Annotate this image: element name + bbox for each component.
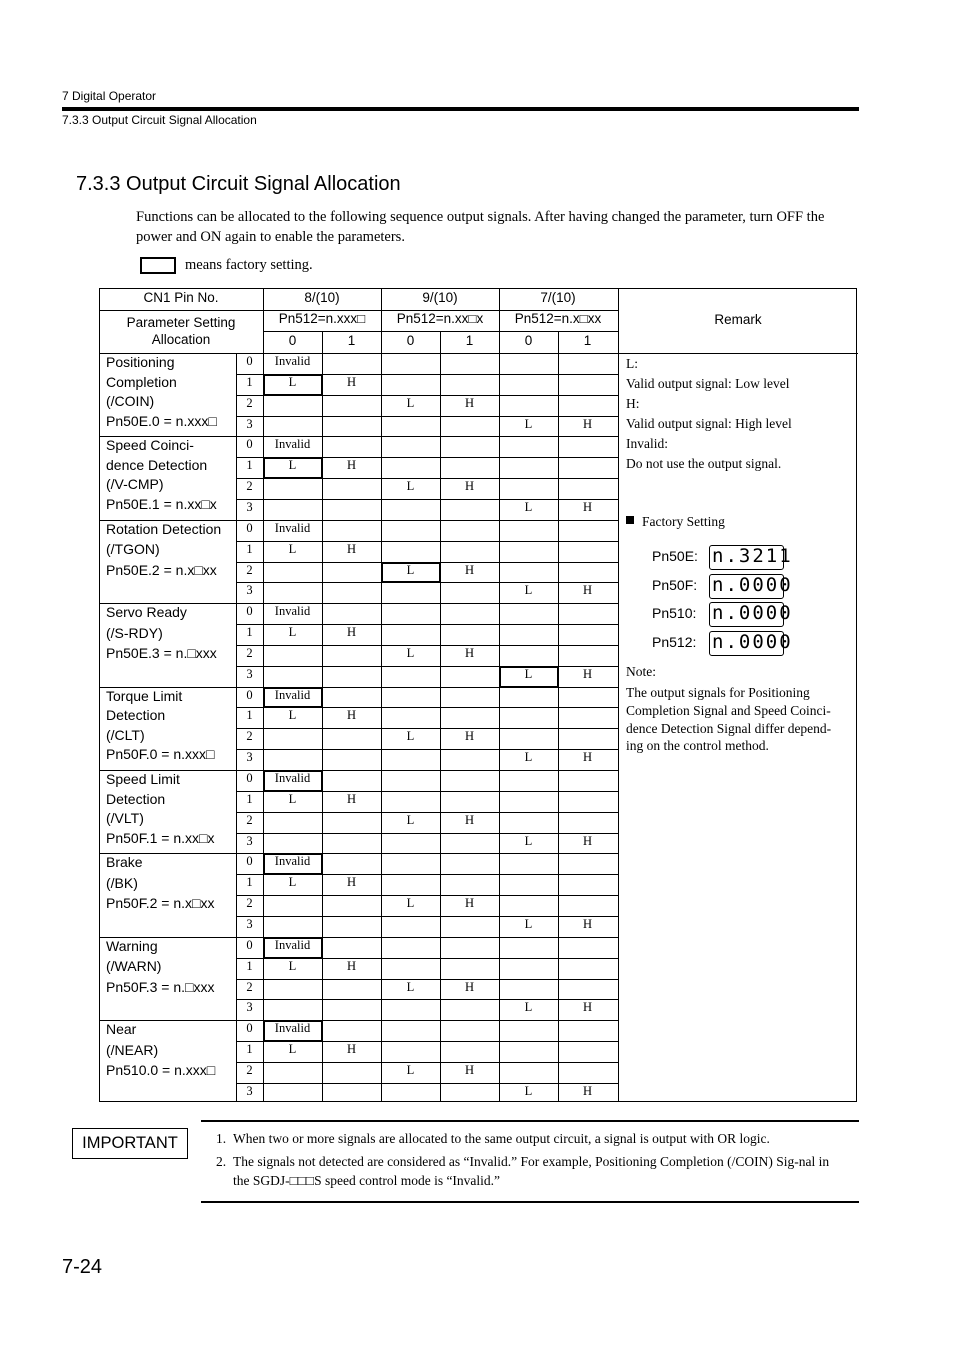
group-rule bbox=[99, 937, 618, 938]
setting-index: 1 bbox=[246, 875, 253, 890]
cell-value: L bbox=[406, 729, 415, 744]
cell-value: H bbox=[346, 708, 357, 723]
note-title: Note: bbox=[626, 664, 656, 679]
cell-value: L bbox=[524, 666, 533, 681]
signal-name-line: Detection bbox=[106, 707, 166, 724]
cell-value: L bbox=[288, 541, 297, 556]
important-bottom-rule bbox=[201, 1201, 859, 1203]
setting-index: 1 bbox=[246, 625, 253, 640]
cell-value: H bbox=[582, 583, 593, 598]
setting-index: 0 bbox=[246, 354, 253, 368]
cell-value: H bbox=[582, 666, 593, 681]
header-bottom-rule bbox=[99, 353, 858, 354]
setting-index: 1 bbox=[246, 1042, 253, 1057]
cell-value: Invalid bbox=[274, 771, 311, 785]
cell-value: H bbox=[464, 812, 475, 827]
cell-value: H bbox=[346, 958, 357, 973]
remark-divider bbox=[618, 288, 619, 1102]
cell-value: L bbox=[524, 1000, 533, 1015]
setting-index: 2 bbox=[246, 812, 253, 827]
setting-index: 3 bbox=[246, 583, 253, 598]
cell-value: H bbox=[346, 625, 357, 640]
setting-index: 2 bbox=[246, 729, 253, 744]
signal-name-line: Pn50E.3 = n.□xxx bbox=[106, 645, 217, 662]
cell-value: L bbox=[406, 896, 415, 911]
signal-name-line: (/CLT) bbox=[106, 726, 145, 743]
cell-value: H bbox=[582, 1083, 593, 1098]
signal-name-line: Rotation Detection bbox=[106, 520, 222, 537]
setting-index: 1 bbox=[246, 708, 253, 723]
bit-value: 0 bbox=[406, 333, 415, 348]
running-header-chapter: 7 Digital Operator bbox=[62, 89, 157, 103]
signal-name-line: Speed Limit bbox=[106, 771, 180, 787]
note-line: Completion Signal and Speed Coinci- bbox=[626, 702, 831, 718]
cell-value: H bbox=[464, 1062, 475, 1077]
setting-index: 0 bbox=[246, 1021, 253, 1036]
signal-name-line: Near bbox=[106, 1021, 137, 1038]
factory-setting-title: Factory Setting bbox=[642, 514, 725, 529]
cell-value: L bbox=[524, 916, 533, 931]
cell-value: L bbox=[288, 708, 297, 723]
signal-name-line: Detection bbox=[106, 790, 166, 807]
remark-line: Valid output signal: Low level bbox=[626, 376, 790, 391]
group-rule bbox=[99, 1020, 618, 1021]
note-text: When two or more signals are allocated to the same output circuit, a signal is output with OR logic. bbox=[233, 1131, 770, 1146]
signal-name-line: Brake bbox=[106, 854, 143, 871]
signal-name-line: (/V-CMP) bbox=[106, 476, 164, 493]
factory-setting-highlight bbox=[263, 687, 323, 709]
setting-index: 2 bbox=[246, 896, 253, 911]
cell-value: H bbox=[582, 833, 593, 848]
setting-index: 0 bbox=[246, 937, 253, 952]
cell-value: H bbox=[346, 875, 357, 890]
header-rule bbox=[62, 107, 859, 111]
column-divider bbox=[558, 331, 559, 1102]
group-rule bbox=[99, 853, 618, 854]
signal-name-line: (/NEAR) bbox=[106, 1041, 159, 1058]
setting-index: 2 bbox=[246, 562, 253, 577]
signal-name-line: Pn50E.1 = n.xx□x bbox=[106, 495, 217, 512]
factory-setting-highlight bbox=[499, 666, 559, 688]
cell-value: L bbox=[288, 791, 297, 806]
factory-setting-highlight bbox=[263, 937, 323, 959]
cell-value: Invalid bbox=[274, 854, 311, 869]
cell-value: H bbox=[346, 458, 357, 473]
signal-name-line: Torque Limit bbox=[106, 687, 183, 704]
setting-index: 0 bbox=[246, 520, 253, 535]
seven-segment-display: n.0000 bbox=[709, 574, 784, 599]
cell-value: Invalid bbox=[274, 937, 311, 952]
signal-name-line: Pn510.0 = n.xxx□ bbox=[106, 1062, 216, 1079]
running-header-section: 7.3.3 Output Circuit Signal Allocation bbox=[62, 113, 257, 127]
signal-name-line: Warning bbox=[106, 937, 158, 954]
setting-index: 1 bbox=[246, 458, 253, 473]
note-line: ing on the control method. bbox=[626, 738, 769, 754]
section-title: 7.3.3 Output Circuit Signal Allocation bbox=[76, 173, 401, 195]
note-number: 2. bbox=[216, 1154, 227, 1169]
note-number: 1. bbox=[216, 1131, 227, 1146]
pin-header: CN1 Pin No. bbox=[143, 290, 219, 305]
cell-value: L bbox=[406, 812, 415, 827]
bit-value: 1 bbox=[583, 333, 592, 348]
factory-bullet-icon bbox=[626, 516, 634, 524]
signal-name-line: Speed Coinci- bbox=[106, 437, 194, 454]
factory-setting-legend bbox=[140, 257, 313, 274]
factory-param-name: Pn50E: bbox=[652, 548, 698, 564]
bit-value: 1 bbox=[347, 333, 356, 348]
cell-value: Invalid bbox=[274, 437, 311, 452]
cell-value: L bbox=[524, 1083, 533, 1098]
cell-value: L bbox=[524, 583, 533, 598]
setting-index: 1 bbox=[246, 374, 253, 389]
cell-value: L bbox=[406, 645, 415, 660]
bit-value: 0 bbox=[288, 333, 297, 348]
pn512-setting: Pn512=n.xxx□ bbox=[278, 311, 366, 326]
signal-name-line: Servo Ready bbox=[106, 604, 187, 621]
cell-value: H bbox=[582, 416, 593, 431]
seven-segment-display: n.0000 bbox=[709, 631, 784, 656]
signal-name-line: Pn50E.0 = n.xxx□ bbox=[106, 412, 217, 429]
setting-index: 3 bbox=[246, 916, 253, 931]
cell-value: L bbox=[406, 562, 415, 577]
cell-value: L bbox=[288, 625, 297, 640]
cell-value: Invalid bbox=[274, 604, 311, 619]
cell-value: Invalid bbox=[274, 520, 311, 535]
important-top-rule bbox=[201, 1120, 859, 1122]
pn512-setting: Pn512=n.xx□x bbox=[396, 311, 484, 326]
note-line: The output signals for Positioning bbox=[626, 685, 810, 700]
signal-name-line: Pn50F.3 = n.□xxx bbox=[106, 978, 215, 995]
factory-param-name: Pn510: bbox=[652, 605, 697, 621]
cell-value: H bbox=[346, 374, 357, 389]
signal-name-line: Positioning bbox=[106, 354, 175, 370]
factory-param-name: Pn50F: bbox=[652, 576, 698, 593]
pin-number: 9/(10) bbox=[422, 290, 458, 305]
intro-paragraph: Functions can be allocated to the following sequence output signals. After having changed the parameter, turn OFF the power and ON again to enable the parameters. bbox=[136, 209, 825, 245]
cell-value: H bbox=[346, 541, 357, 556]
pn512-setting: Pn512=n.x□xx bbox=[514, 311, 602, 326]
setting-index: 0 bbox=[246, 771, 253, 785]
signal-name-line: Pn50F.1 = n.xx□x bbox=[106, 829, 215, 846]
setting-index: 3 bbox=[246, 416, 253, 431]
cell-value: H bbox=[464, 729, 475, 744]
cell-value: H bbox=[464, 395, 475, 410]
cell-value: L bbox=[524, 499, 533, 514]
factory-setting-highlight bbox=[263, 770, 323, 792]
factory-param-name: Pn512: bbox=[652, 633, 697, 650]
signal-name-line: (/TGON) bbox=[106, 541, 160, 558]
signal-name-line: Pn50F.0 = n.xxx□ bbox=[106, 746, 215, 763]
cell-value: L bbox=[524, 833, 533, 848]
setting-index: 2 bbox=[246, 395, 253, 410]
signal-name-line: (/COIN) bbox=[106, 393, 155, 409]
cell-value: L bbox=[406, 395, 415, 410]
setting-index: 0 bbox=[246, 687, 253, 702]
signal-name-line: (/BK) bbox=[106, 874, 138, 891]
cell-value: L bbox=[406, 1062, 415, 1077]
cell-value: H bbox=[582, 916, 593, 931]
signal-name-line: Completion bbox=[106, 373, 177, 390]
cell-value: H bbox=[464, 896, 475, 911]
important-label: IMPORTANT bbox=[72, 1128, 188, 1159]
signal-name-line: (/S-RDY) bbox=[106, 624, 163, 641]
factory-setting-highlight bbox=[263, 853, 323, 875]
factory-setting-box-icon bbox=[140, 257, 176, 274]
header-rule bbox=[263, 331, 618, 332]
cell-value: H bbox=[346, 791, 357, 806]
param-header: Parameter Setting Allocation bbox=[126, 315, 236, 347]
cell-value: Invalid bbox=[274, 687, 311, 702]
cell-value: H bbox=[582, 499, 593, 514]
factory-setting-highlight bbox=[263, 374, 323, 396]
setting-index: 3 bbox=[246, 1083, 253, 1098]
setting-index: 3 bbox=[246, 833, 253, 848]
cell-value: H bbox=[464, 479, 475, 494]
setting-index: 1 bbox=[246, 541, 253, 556]
legend-text: means factory setting. bbox=[185, 257, 313, 273]
signal-name-line: (/WARN) bbox=[106, 958, 162, 975]
remark-line: Valid output signal: High level bbox=[626, 416, 792, 431]
setting-index: 3 bbox=[246, 499, 253, 514]
cell-value: H bbox=[464, 562, 475, 577]
cell-value: L bbox=[524, 416, 533, 431]
setting-index: 1 bbox=[246, 791, 253, 806]
signal-name-line: dence Detection bbox=[106, 456, 208, 473]
setting-index: 3 bbox=[246, 1000, 253, 1015]
signal-name-line: Pn50F.2 = n.x□xx bbox=[106, 895, 215, 912]
page-number: 7-24 bbox=[62, 1256, 103, 1278]
setting-index: 1 bbox=[246, 958, 253, 973]
factory-setting-highlight bbox=[263, 1020, 323, 1042]
factory-setting-highlight bbox=[263, 457, 323, 479]
cell-value: H bbox=[464, 979, 475, 994]
seven-segment-display: n.0000 bbox=[709, 602, 784, 627]
remark-line: Do not use the output signal. bbox=[626, 456, 782, 471]
cell-value: L bbox=[406, 479, 415, 494]
bit-value: 1 bbox=[465, 333, 474, 348]
cell-value: H bbox=[464, 645, 475, 660]
seven-segment-display: n.3211 bbox=[709, 545, 784, 570]
cell-value: L bbox=[288, 875, 297, 890]
remark-line: Invalid: bbox=[626, 436, 668, 451]
setting-index: 3 bbox=[246, 750, 253, 765]
bit-value: 0 bbox=[524, 333, 533, 348]
remark-line: L: bbox=[626, 356, 638, 371]
cell-value: Invalid bbox=[274, 354, 311, 368]
signal-name-line: Pn50E.2 = n.x□xx bbox=[106, 561, 217, 578]
remark-header: Remark bbox=[714, 312, 762, 327]
remark-line: H: bbox=[626, 396, 640, 411]
cell-value: L bbox=[288, 958, 297, 973]
cell-value: H bbox=[582, 1000, 593, 1015]
setting-index: 3 bbox=[246, 666, 253, 681]
factory-setting-highlight bbox=[381, 562, 441, 584]
setting-index: 2 bbox=[246, 979, 253, 994]
setting-index: 0 bbox=[246, 604, 253, 619]
setting-index: 0 bbox=[246, 854, 253, 869]
pin-number: 8/(10) bbox=[304, 290, 340, 305]
signal-name-line: (/VLT) bbox=[106, 810, 144, 826]
cell-value: L bbox=[524, 750, 533, 765]
important-note-2 bbox=[216, 1152, 841, 1190]
cell-value: L bbox=[288, 458, 297, 473]
cell-value: L bbox=[288, 374, 297, 389]
setting-index: 2 bbox=[246, 479, 253, 494]
cell-value: Invalid bbox=[274, 1021, 311, 1036]
setting-index: 2 bbox=[246, 645, 253, 660]
setting-index: 0 bbox=[246, 437, 253, 452]
important-note-1 bbox=[216, 1129, 841, 1148]
pin-number: 7/(10) bbox=[540, 290, 576, 305]
cell-value: H bbox=[582, 750, 593, 765]
cell-value: H bbox=[346, 1042, 357, 1057]
cell-value: L bbox=[288, 1042, 297, 1057]
setting-index: 2 bbox=[246, 1062, 253, 1077]
note-line: dence Detection Signal differ depend- bbox=[626, 720, 832, 736]
cell-value: L bbox=[406, 979, 415, 994]
note-text: The signals not detected are considered as “Invalid.” For example, Positioning Completion (/COIN) Sig-nal in the SGDJ-□□□S speed control mode is “Invalid.” bbox=[233, 1154, 830, 1188]
